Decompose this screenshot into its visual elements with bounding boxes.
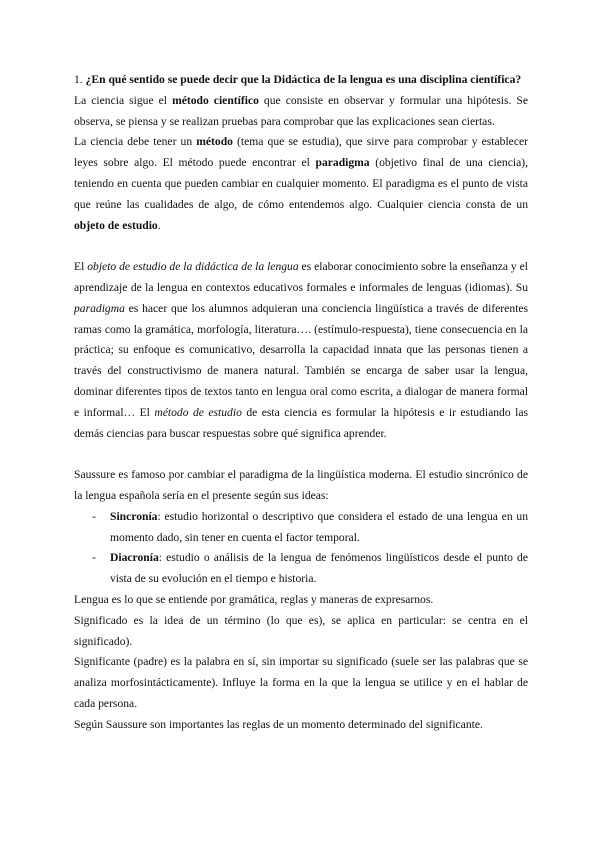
paragraph-method-paradigm: La ciencia debe tener un método (tema que se estudia), que sirve para comprobar y establecer leyes sobre algo. El método puede encontrar el paradigma (objetivo final de una ciencia), teniendo en cuenta que pueden cambiar en cualquier momento. El paradigma es el punto de vista que reúne las cualidades de algo, de cómo entendemos algo. Cualquier ciencia consta de un objeto de estudio. (74, 135, 528, 232)
dash-bullet: - (92, 509, 96, 523)
term-paradigma: paradigma (315, 156, 370, 170)
term-metodo-cientifico: método científico (172, 93, 259, 107)
list-item-diacronia: - Diacronía: estudio o análisis de la lengua de fenómenos lingüísticos desde el punto de vista de su evolución en el tiempo e historia. (74, 548, 528, 590)
term-metodo-de-estudio: método de estudio (154, 405, 242, 419)
paragraph-saussure: Saussure es famoso por cambiar el paradigma de la lingüística moderna. El estudio sincrónico de la lengua española sería en el presente según sus ideas: (74, 468, 528, 502)
paragraph-lengua: Lengua es lo que se entiende por gramática, reglas y maneras de expresarnos. (74, 592, 434, 606)
term-objeto-de-estudio: objeto de estudio (74, 218, 158, 232)
term-diacronia: Diacronía (110, 551, 159, 565)
question-number: 1. (74, 73, 83, 86)
paragraph-significante: Significante (padre) es la palabra en sí, sin importar su significado (suele ser las palabras que se analiza morfosintácticamente). Influye la forma en la que la lengua se utilice y en el hablar de cada persona. (74, 655, 528, 710)
term-metodo: método (196, 135, 233, 149)
paragraph-didactics-object: El objeto de estudio de la didáctica de la lengua es elaborar conocimiento sobre la enseñanza y el aprendizaje de la lengua en contextos educativos formales e informales de lenguas (idiomas). Su paradigma es hacer que los alumnos adquieran una conciencia lingüística a través de diferentes ramas como la gramática, morfología, literatura…. (estímulo-respuesta), tiene consecuencia en la práctica; su enfoque es comunicativo, desarrolla la capacidad innata que las personas tienen a través del constructivismo de manera natural. También se encarga de saber usar la lengua, dominar diferentes tipos de textos tanto en lengua oral como escrita, a dialogar de manera formal e informal… El método de estudio de esta ciencia es formular la hipótesis e ir estudiando las demás ciencias para buscar respuestas sobre qué significa aprender. (74, 260, 529, 440)
term-sincronia: Sincronía (110, 509, 158, 523)
term-objeto-estudio-didactica: objeto de estudio de la didáctica de la lengua (87, 260, 299, 274)
list-item-sincronia: - Sincronía: estudio horizontal o descriptivo que considera el estado de una lengua en un momento dado, sin tener en cuenta el factor temporal. (74, 507, 528, 549)
paragraph-gap (74, 444, 528, 465)
question-title: ¿En qué sentido se puede decir que la Didáctica de la lengua es una disciplina científica? (85, 73, 522, 86)
bullet-list (74, 507, 528, 590)
paragraph-scientific-method: La ciencia sigue el método científico que consiste en observar y formular una hipótesis. Se observa, se piensa y se realizan pruebas para comprobar que las explicaciones sean ciertas. (74, 93, 529, 128)
paragraph-gap (74, 236, 528, 257)
question-heading (74, 70, 528, 91)
paragraph-significado: Significado es la idea de un término (lo que es), se aplica en particular: se centra en el significado). (74, 613, 528, 648)
term-paradigma-italic: paradigma (74, 301, 125, 315)
dash-bullet: - (92, 551, 96, 565)
paragraph-saussure-rules: Según Saussure son importantes las reglas de un momento determinado del significante. (74, 717, 483, 731)
